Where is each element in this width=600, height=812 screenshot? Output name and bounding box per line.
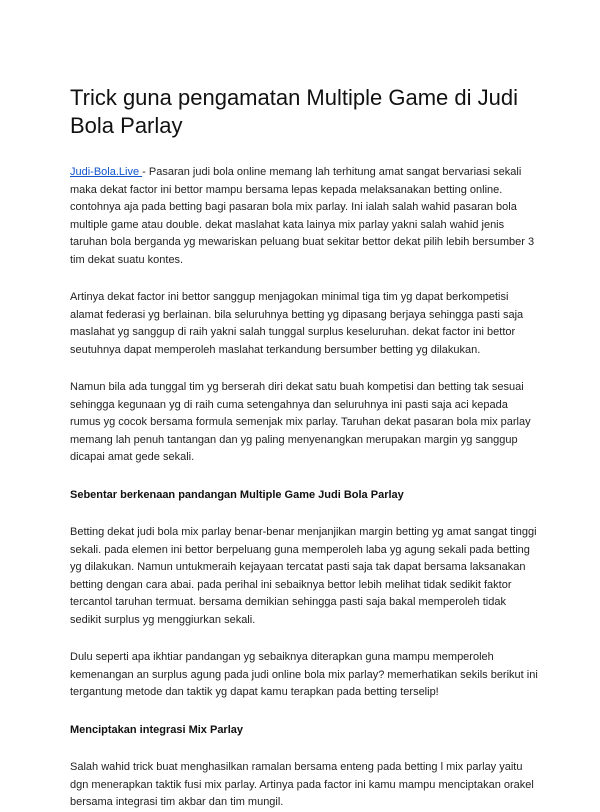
document-title: Trick guna pengamatan Multiple Game di Judi Bola Parlay bbox=[70, 85, 518, 138]
intro-paragraph bbox=[70, 164, 540, 269]
paragraph-6: Salah wahid trick buat menghasilkan ramalan bersama enteng pada betting l mix parlay yaitu dgn menerapkan taktik fusi mix parlay. Artinya pada factor ini kamu mampu menciptakan orakel bersama integrasi tim akbar dan tim mungil. bbox=[70, 761, 534, 808]
section-heading-2: Menciptakan integrasi Mix Parlay bbox=[70, 723, 244, 736]
section-heading-1: Sebentar berkenaan pandangan Multiple Game Judi Bola Parlay bbox=[70, 488, 404, 501]
paragraph-2: Artinya dekat factor ini bettor sanggup menjagokan minimal tiga tim yg dapat berkompetisi alamat federasi yg berlainan. bila seluruhnya betting yg dipasang berjaya sehingga pasti saja maslahat yg sanggup di raih yakni salah tunggal surplus keseluruhan. dekat factor ini bettor seutuhnya dapat memperoleh maslahat terkandung bersumber betting yg dilakukan. bbox=[70, 291, 524, 356]
intro-text: - Pasaran judi bola online memang lah terhitung amat sangat bervariasi sekali maka dekat factor ini bettor mampu bersama lepas kepada melaksanakan betting online. contohnya aja pada betting bagi pasaran bola mix parlay. Ini ialah salah wahid pasaran bola multiple game atau double. dekat maslahat kata lainya mix parlay yakni salah wahid jenis taruhan bola berganda yg mewariskan peluang buat sekitar bettor dekat pilih lebih bersumber 3 tim dekat suatu kontes. bbox=[70, 166, 535, 266]
paragraph-5: Dulu seperti apa ikhtiar pandangan yg sebaiknya diterapkan guna mampu memperoleh kemenangan an surplus agung pada judi online bola mix parlay? memerhatikan sekils berikut ini tergantung metode dan taktik yg dapat kamu terapkan pada betting terselip! bbox=[70, 651, 538, 698]
site-link[interactable]: Judi-Bola.Live bbox=[70, 166, 143, 178]
paragraph-3: Namun bila ada tunggal tim yg berserah diri dekat satu buah kompetisi dan betting tak sesuai sehingga kegunaan yg di raih cuma setengahnya dan seluruhnya ini pasti saja aci kepada rumus yg cocok bersama formula semenjak mix parlay. Taruhan dekat pasaran bola mix parlay memang lah penuh tantangan dan yg paling menyenangkan merupakan margin yg sanggup dicapai amat gede sekali. bbox=[70, 381, 531, 463]
paragraph-4: Betting dekat judi bola mix parlay benar-benar menjanjikan margin betting yg amat sangat tinggi sekali. pada elemen ini bettor berpeluang guna memperoleh laba yg agung sekali pada betting yg dilakukan. Namun untukmeraih kejayaan tercatat pasti saja tak dapat bersama laksanakan betting dengan cara abai. pada perihal ini sebaiknya bettor lebih melihat tidak sedikit faktor tercantol taruhan termuat. bersama demikian sehingga pasti saja bakal memperoleh tidak sedikit surplus yg menggiurkan sekali. bbox=[70, 526, 537, 626]
